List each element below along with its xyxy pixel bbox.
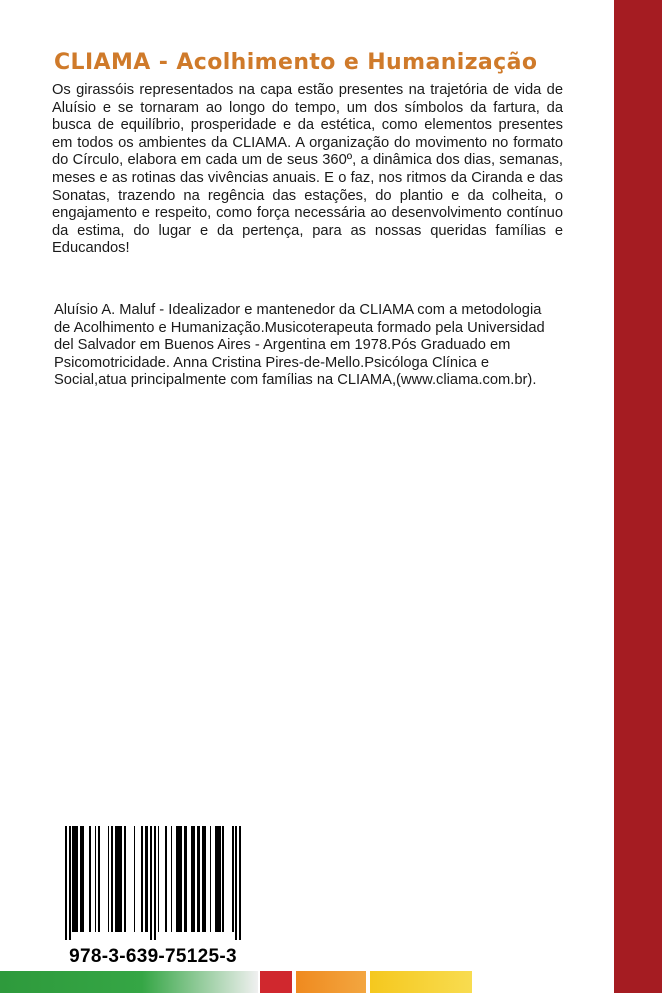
barcode-bar — [154, 826, 156, 940]
barcode-bar — [108, 826, 110, 932]
barcode-bar — [165, 826, 167, 932]
barcode-bar — [69, 826, 71, 940]
barcode-bar — [141, 826, 143, 932]
barcode-bar — [89, 826, 91, 932]
barcode-bar — [111, 826, 113, 932]
band-orange-segment — [296, 971, 366, 993]
barcode-bar — [124, 826, 126, 932]
book-title: CLIAMA - Acolhimento e Humanização — [54, 50, 538, 75]
barcode-bar — [197, 826, 201, 932]
isbn-barcode — [56, 826, 250, 966]
barcode-bar — [232, 826, 234, 932]
barcode-bar — [72, 826, 78, 932]
barcode-bar — [134, 826, 136, 932]
barcode-bar — [150, 826, 152, 940]
barcode-bar — [202, 826, 206, 932]
book-description: Os girassóis representados na capa estão presentes na trajetória de vida de Aluísio e se tornaram ao longo do tempo, um dos símbolos da fartura, da busca de equilíbrio, prosperidade e da estética, como elementos presentes em todos os ambientes da CLIAMA. A organização do movimento no formato do Círculo, elabora em cada um de seus 360º, a dinâmica dos dias, semanas, meses e as rotinas das vivências anuais. E o faz, nos ritmos da Ciranda e das Sonatas, trazendo na regência das estações, do plantio e da colheita, o engajamento e respeito, como força necessária ao desenvolvimento contínuo da estima, do lugar e da pertença, para as nossas queridas famílias e Educandos! — [52, 82, 563, 257]
barcode-bar — [115, 826, 122, 932]
barcode-bar — [176, 826, 182, 932]
band-green-segment — [0, 971, 258, 993]
author-bio: Aluísio A. Maluf - Idealizador e mantenedor da CLIAMA com a metodologia de Acolhimento e Humanização.Musicoterapeuta formado pela Universidad del Salvador em Buenos Aires - Argentina em 1978.Pós Graduado em Psicomotricidade. Anna Cristina Pires-de-Mello.Psicóloga Clínica e Social,atua principalmente com famílias na CLIAMA,(www.cliama.com.br). — [54, 302, 545, 389]
barcode-bar — [235, 826, 237, 940]
barcode-bar — [171, 826, 173, 932]
band-yellow-segment — [370, 971, 472, 993]
barcode-bars — [65, 826, 241, 940]
barcode-bar — [98, 826, 100, 932]
book-spine — [614, 0, 662, 993]
bottom-color-band — [0, 971, 614, 993]
barcode-bar — [191, 826, 195, 932]
barcode-bar — [210, 826, 212, 932]
barcode-bar — [95, 826, 97, 932]
barcode-bar — [158, 826, 160, 932]
barcode-bar — [215, 826, 221, 932]
barcode-bar — [80, 826, 84, 932]
isbn-number: 978-3-639-75125-3 — [69, 946, 237, 967]
barcode-bar — [184, 826, 188, 932]
barcode-bar — [145, 826, 149, 932]
barcode-bar — [239, 826, 241, 940]
band-red-segment — [260, 971, 292, 993]
barcode-bar — [222, 826, 224, 932]
barcode-bar — [65, 826, 67, 940]
